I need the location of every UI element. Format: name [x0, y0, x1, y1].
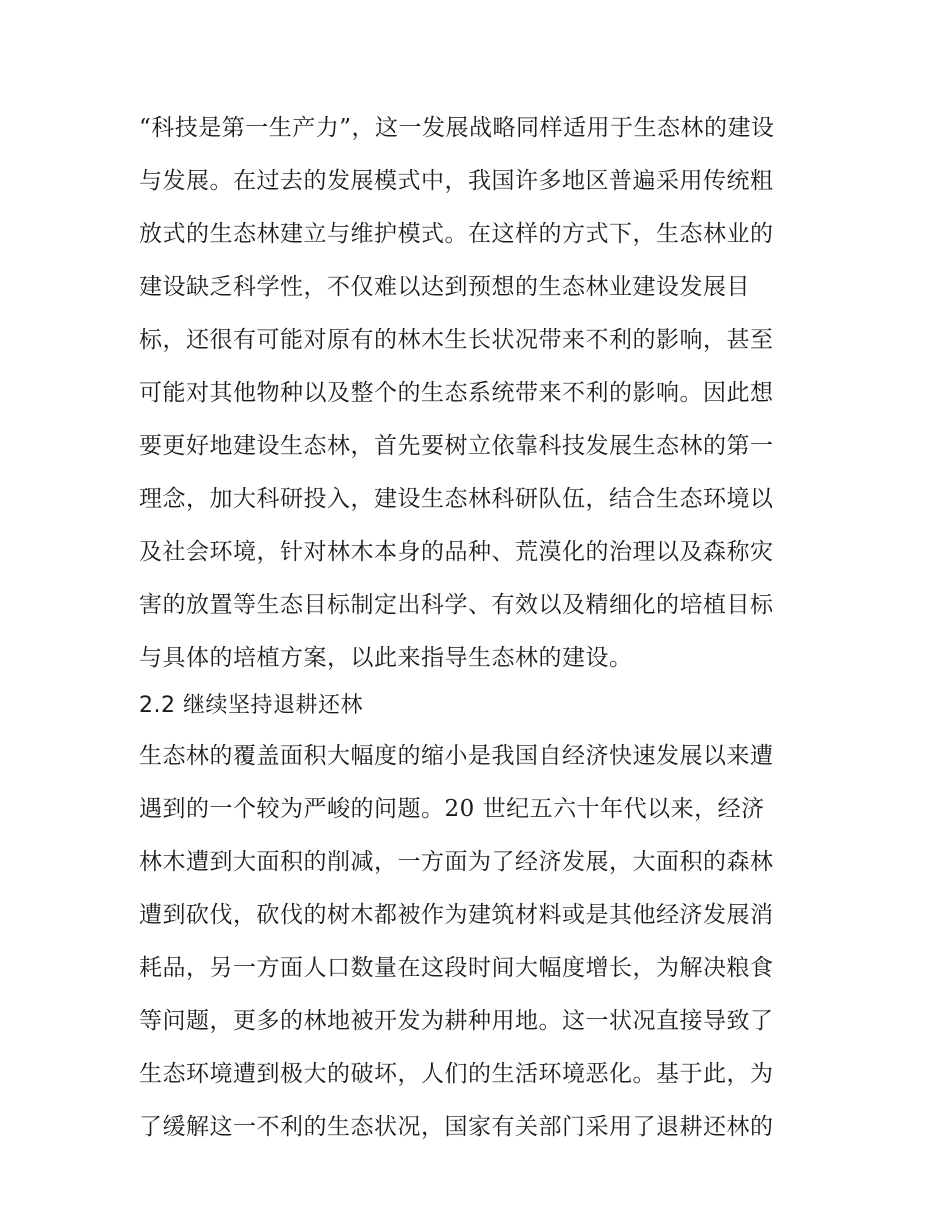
paragraph-line: 耗品，另一方面人口数量在这段时间大幅度增长，为解决粮食 — [139, 955, 774, 981]
paragraph-line: 与发展。在过去的发展模式中，我国许多地区普遍采用传统粗 — [139, 168, 774, 194]
paragraph-line: 生态环境遭到极大的破坏，人们的生活环境恶化。基于此，为 — [139, 1061, 774, 1087]
paragraph-line: 建设缺乏科学性，不仅难以达到预想的生态林业建设发展目 — [139, 274, 750, 300]
paragraph-line: 及社会环境，针对林木本身的品种、荒漠化的治理以及森称灾 — [139, 539, 774, 565]
section-heading: 2.2 继续坚持退耕还林 — [139, 693, 363, 718]
paragraph-line: 要更好地建设生态林，首先要树立依靠科技发展生态林的第一 — [139, 433, 774, 459]
paragraph-line: 生态林的覆盖面积大幅度的缩小是我国自经济快速发展以来遭 — [139, 743, 774, 769]
paragraph-line: 与具体的培植方案，以此来指导生态林的建设。 — [139, 645, 633, 671]
paragraph-line: 等问题，更多的林地被开发为耕种用地。这一状况直接导致了 — [139, 1008, 774, 1034]
paragraph-line: “科技是第一生产力”，这一发展战略同样适用于生态林的建设 — [139, 115, 775, 141]
paragraph-line: 标，还很有可能对原有的林木生长状况带来不利的影响，甚至 — [139, 327, 774, 353]
paragraph-line: 可能对其他物种以及整个的生态系统带来不利的影响。因此想 — [139, 380, 774, 406]
paragraph-line: 了缓解这一不利的生态状况，国家有关部门采用了退耕还林的 — [139, 1114, 774, 1140]
paragraph-line: 遭到砍伐，砍伐的树木都被作为建筑材料或是其他经济发展消 — [139, 902, 774, 928]
paragraph-line: 理念，加大科研投入，建设生态林科研队伍，结合生态环境以 — [139, 486, 774, 512]
paragraph-line: 林木遭到大面积的削减，一方面为了经济发展，大面积的森林 — [139, 849, 774, 875]
paragraph-line: 遇到的一个较为严峻的问题。20 世纪五六十年代以来，经济 — [139, 796, 765, 822]
paragraph-line: 害的放置等生态目标制定出科学、有效以及精细化的培植目标 — [139, 592, 774, 618]
paragraph-line: 放式的生态林建立与维护模式。在这样的方式下，生态林业的 — [139, 221, 774, 247]
